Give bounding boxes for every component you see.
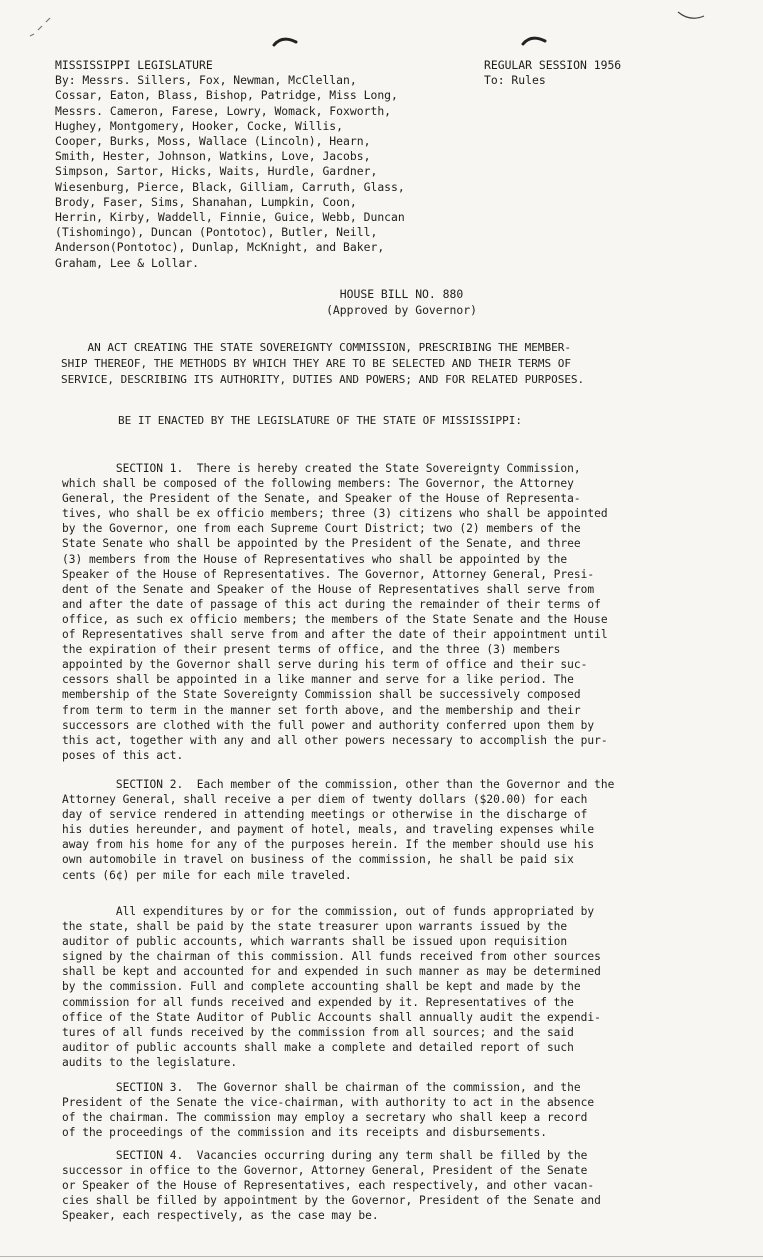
text-line: or Speaker of the House of Representatives, each respectively, and other vacan-	[62, 1179, 595, 1193]
text-line: Speaker of the House of Representatives. The Governor, Attorney General, Presi-	[62, 567, 595, 581]
text-line: cies shall be filled by appointment by the Governor, President of the Senate and	[62, 1194, 601, 1208]
title-line: SERVICE, DESCRIBING ITS AUTHORITY, DUTIES AND POWERS; AND FOR RELATED PURPOSES.	[61, 372, 585, 386]
text-line: from term to term in the manner set forth above, and the membership and their	[62, 703, 581, 717]
sponsor-line: (Tishomingo), Duncan (Pontotoc), Butler, Neill,	[55, 225, 378, 240]
act-title	[61, 340, 701, 387]
text-line: commission for all funds received and expended by it. Representatives of the	[62, 995, 574, 1009]
text-line: auditor of public accounts, which warrants shall be issued upon requisition	[62, 935, 568, 949]
punch-mark-top-right	[521, 33, 547, 47]
text-line: SECTION 2. Each member of the commission, other than the Governor and the	[62, 778, 615, 791]
section-1	[62, 461, 702, 763]
sponsor-line: Wiesenburg, Pierce, Black, Gilliam, Carruth, Glass,	[55, 179, 405, 194]
text-line: office, as such ex officio members; the members of the State Senate and the House	[62, 612, 608, 626]
text-line: and after the date of passage of this act during the remainder of their terms of	[62, 597, 601, 611]
text-line: of the proceedings of the commission and its receipts and disbursements.	[62, 1126, 547, 1140]
text-line: membership of the State Sovereignty Commission shall be successively composed	[62, 688, 581, 702]
sponsor-line: Smith, Hester, Johnson, Watkins, Love, Jacobs,	[55, 149, 371, 164]
text-line: poses of this act.	[62, 748, 184, 762]
text-line: General, the President of the Senate, and Speaker of the House of Representa-	[62, 492, 581, 506]
section-3	[62, 1080, 702, 1140]
text-line: own automobile in travel on business of the commission, he shall be paid six	[62, 853, 574, 867]
text-line: Attorney General, shall receive a per diem of twenty dollars ($20.00) for each	[62, 793, 588, 807]
referral-label: To: Rules	[484, 73, 546, 88]
sponsor-line: Cossar, Eaton, Blass, Bishop, Patridge, Miss Long,	[55, 88, 398, 103]
text-line: cents (6¢) per mile for each mile traveled.	[62, 868, 352, 882]
section-2	[62, 777, 702, 883]
text-line: office of the State Auditor of Public Accounts shall annually audit the expendi-	[62, 1010, 601, 1024]
bill-number: HOUSE BILL NO. 880	[339, 287, 464, 301]
title-line: AN ACT CREATING THE STATE SOVEREIGNTY COMMISSION, PRESCRIBING THE MEMBER-	[61, 341, 571, 354]
text-line: appointed by the Governor shall serve during his term of office and their suc-	[62, 658, 588, 672]
text-line: SECTION 1. There is hereby created the State Sovereignty Commission,	[62, 462, 581, 475]
text-line: the expiration of their present terms of office, and the three (3) members	[62, 643, 561, 657]
sponsor-line: By: Messrs. Sillers, Fox, Newman, McClellan,	[55, 73, 357, 88]
text-line: day of service rendered in attending meetings or otherwise in the discharge of	[62, 808, 588, 822]
sponsor-line: Graham, Lee & Lollar.	[55, 255, 200, 270]
section-4	[62, 1148, 702, 1223]
text-line: this act, together with any and all other powers necessary to accomplish the pur-	[62, 733, 608, 747]
text-line: Speaker, each respectively, as the case may be.	[62, 1209, 379, 1223]
punch-mark-top-center	[272, 34, 298, 48]
text-line: the state, shall be paid by the state treasurer upon warrants issued by the	[62, 920, 568, 934]
text-line: successor in office to the Governor, Attorney General, President of the Senate	[62, 1164, 588, 1178]
expenditures-paragraph	[62, 904, 702, 1070]
text-line: SECTION 4. Vacancies occurring during any term shall be filled by the	[62, 1149, 588, 1162]
text-line: All expenditures by or for the commission, out of funds appropriated by	[62, 905, 595, 918]
legislature-name: MISSISSIPPI LEGISLATURE	[55, 58, 213, 72]
text-line: his duties hereunder, and payment of hotel, meals, and traveling expenses while	[62, 823, 595, 837]
title-line: SHIP THEREOF, THE METHODS BY WHICH THEY ARE TO BE SELECTED AND THEIR TERMS OF	[61, 356, 571, 370]
sponsor-line: Simpson, Sartor, Hicks, Waits, Hurdle, Gardner,	[55, 164, 378, 179]
sponsor-line: Messrs. Cameron, Farese, Lowry, Womack, Foxworth,	[55, 103, 392, 118]
text-line: cessors shall be appointed in a like manner and serve for a like period. The	[62, 673, 574, 687]
text-line: signed by the chairman of this commission. All funds received from other sources	[62, 950, 601, 964]
text-line: of Representatives shall serve from and after the date of their appointment until	[62, 628, 608, 642]
text-line: auditor of public accounts shall make a complete and detailed report of such	[62, 1040, 574, 1054]
sponsor-line: Anderson(Pontotoc), Dunlap, McKnight, and Baker,	[55, 240, 385, 255]
session-label: REGULAR SESSION 1956	[484, 58, 622, 72]
page-bottom-edge	[0, 1256, 763, 1257]
text-line: tives, who shall be ex officio members; three (3) citizens who shall be appointed	[62, 507, 608, 521]
text-line: State Senate who shall be appointed by the President of the Senate, and three	[62, 537, 581, 551]
text-line: tures of all funds received by the commission from all sources; and the said	[62, 1025, 574, 1039]
sponsor-line: Cooper, Burks, Moss, Wallace (Lincoln), Hearn,	[55, 134, 371, 149]
sponsor-line: Brody, Faser, Sims, Shanahan, Lumpkin, Coon,	[55, 194, 357, 209]
scan-mark-corner	[676, 8, 706, 22]
text-line: SECTION 3. The Governor shall be chairman of the commission, and the	[62, 1081, 581, 1094]
sponsor-line: Hughey, Montgomery, Hooker, Cocke, Willis,	[55, 118, 344, 133]
text-line: (3) members from the House of Representatives who shall be appointed by the	[62, 552, 568, 566]
approval-note: (Approved by Governor)	[326, 303, 477, 317]
text-line: President of the Senate the vice-chairman, with authority to act in the absence	[62, 1096, 595, 1110]
enacting-clause: BE IT ENACTED BY THE LEGISLATURE OF THE STATE OF MISSISSIPPI:	[118, 414, 522, 427]
text-line: which shall be composed of the following members: The Governor, the Attorney	[62, 477, 574, 491]
text-line: dent of the Senate and Speaker of the House of Representatives shall serve from	[62, 582, 595, 596]
text-line: successors are clothed with the full power and authority conferred upon them by	[62, 718, 595, 732]
text-line: by the Governor, one from each Supreme Court District; two (2) members of the	[62, 522, 581, 536]
text-line: audits to the legislature.	[62, 1055, 238, 1069]
session-block	[484, 58, 621, 88]
text-line: of the chairman. The commission may employ a secretary who shall keep a record	[62, 1111, 588, 1125]
scan-mark-left	[28, 14, 58, 40]
text-line: away from his home for any of the purposes herein. If the member should use his	[62, 838, 595, 852]
sponsor-line: Herrin, Kirby, Waddell, Finnie, Guice, Webb, Duncan	[55, 210, 405, 225]
text-line: by the commission. Full and complete accounting shall be kept and made by the	[62, 980, 581, 994]
text-line: shall be kept and accounted for and expended in such manner as may be determined	[62, 965, 601, 979]
sponsor-block	[55, 58, 475, 271]
